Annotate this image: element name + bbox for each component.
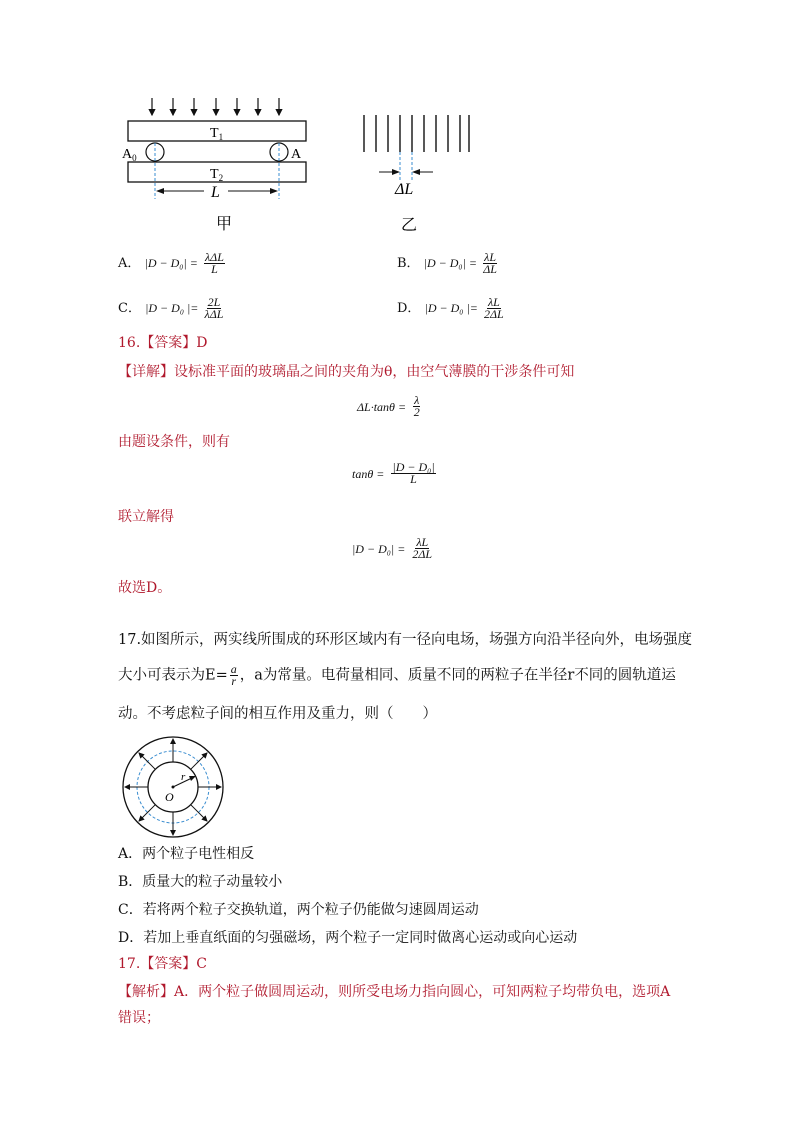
option-fraction: $\frac{2L}{\text{λΔL}}$ xyxy=(204,295,224,321)
q16-answer: 16.【答案】D xyxy=(118,335,208,351)
center-label-o: O xyxy=(165,790,174,804)
radius-label-r: r xyxy=(181,771,186,783)
option-fraction: $\frac{\lambda L}{2\Delta L}$ xyxy=(484,295,504,321)
a0-label: $A_0$ xyxy=(122,147,137,163)
detail-heading: 【详解】 xyxy=(118,364,174,380)
delta-l-label: ΔL xyxy=(395,181,414,198)
q17-option-d[interactable]: D．若加上垂直纸面的匀强磁场，两个粒子一定同时做离心运动或向心运动 xyxy=(118,930,578,946)
q17-option-a[interactable]: A．两个粒子电性相反 xyxy=(118,846,255,862)
q16-solve-text: 联立解得 xyxy=(118,509,174,525)
option-fraction: $\frac{\text{λΔL}}{L}$ xyxy=(204,250,224,276)
q16-equation-3: |D − D₀| = $\frac{\lambda L}{2\Delta L}$ xyxy=(352,535,433,561)
option-label: D． xyxy=(397,301,421,316)
q16-option-c[interactable] xyxy=(118,297,225,320)
option-label: A． xyxy=(118,256,141,271)
q17-analysis-line2: 错误； xyxy=(118,1010,160,1026)
t2-label: $T_2$ xyxy=(210,167,224,183)
t1-label: $T_1$ xyxy=(210,126,224,142)
q16-option-d[interactable] xyxy=(397,297,506,320)
q17-stem-line1: 17.如图所示，两实线所围成的环形区域内有一径向电场，场强方向沿半径向外，电场强度 xyxy=(118,632,693,648)
q16-equation-2: tanθ = $\frac{\text{|D − D₀|}}{L}$ xyxy=(352,460,435,486)
option-lhs: |D − D₀ |= xyxy=(145,301,199,315)
option-fraction: $\frac{\lambda L}{\Delta L}$ xyxy=(483,250,497,276)
pressure-arrows xyxy=(152,98,279,115)
detail-text: 设标准平面的玻璃晶之间的夹角为θ，由空气薄膜的干涉条件可知 xyxy=(174,364,575,380)
q17-answer: 17.【答案】C xyxy=(118,956,207,972)
option-label: B． xyxy=(397,256,420,271)
option-lhs: |D − D₀ |= xyxy=(424,301,478,315)
option-label: C． xyxy=(118,301,141,316)
q16-condition-text: 由题设条件，则有 xyxy=(118,434,230,450)
q17-option-c[interactable]: C．若将两个粒子交换轨道，两个粒子仍能做匀速圆周运动 xyxy=(118,902,479,918)
figure-radial-field xyxy=(118,735,228,840)
q16-option-b[interactable] xyxy=(397,252,499,275)
q16-equation-1: ΔL·tanθ = $\frac{\lambda}{2}$ xyxy=(357,393,420,419)
figure-jia xyxy=(118,95,318,235)
option-lhs: |D − D₀| = xyxy=(144,256,198,270)
option-lhs: |D − D₀| = xyxy=(423,256,477,270)
q16-conclusion: 故选D。 xyxy=(118,580,172,596)
q16-option-a[interactable] xyxy=(118,252,227,275)
q16-detail xyxy=(118,362,574,382)
length-label-l: L xyxy=(211,184,220,201)
interference-fringes xyxy=(364,115,469,152)
caption-jia: 甲 xyxy=(216,216,233,233)
figure-yi xyxy=(355,110,475,235)
q17-stem-line3: 动。不考虑粒子间的相互作用及重力，则（ ） xyxy=(118,706,437,722)
caption-yi: 乙 xyxy=(401,217,418,234)
q17-stem-line2: 大小可表示为E= $\frac{a}{r}$ ，a为常量。电荷量相同、质量不同的两粒子在半径r不同的圆轨道运 xyxy=(118,662,676,688)
a-label: A xyxy=(291,147,302,162)
q17-option-b[interactable]: B．质量大的粒子动量较小 xyxy=(118,874,283,890)
q17-analysis-line1: 【解析】A．两个粒子做圆周运动，则所受电场力指向圆心，可知两粒子均带负电，选项A xyxy=(118,984,671,1000)
